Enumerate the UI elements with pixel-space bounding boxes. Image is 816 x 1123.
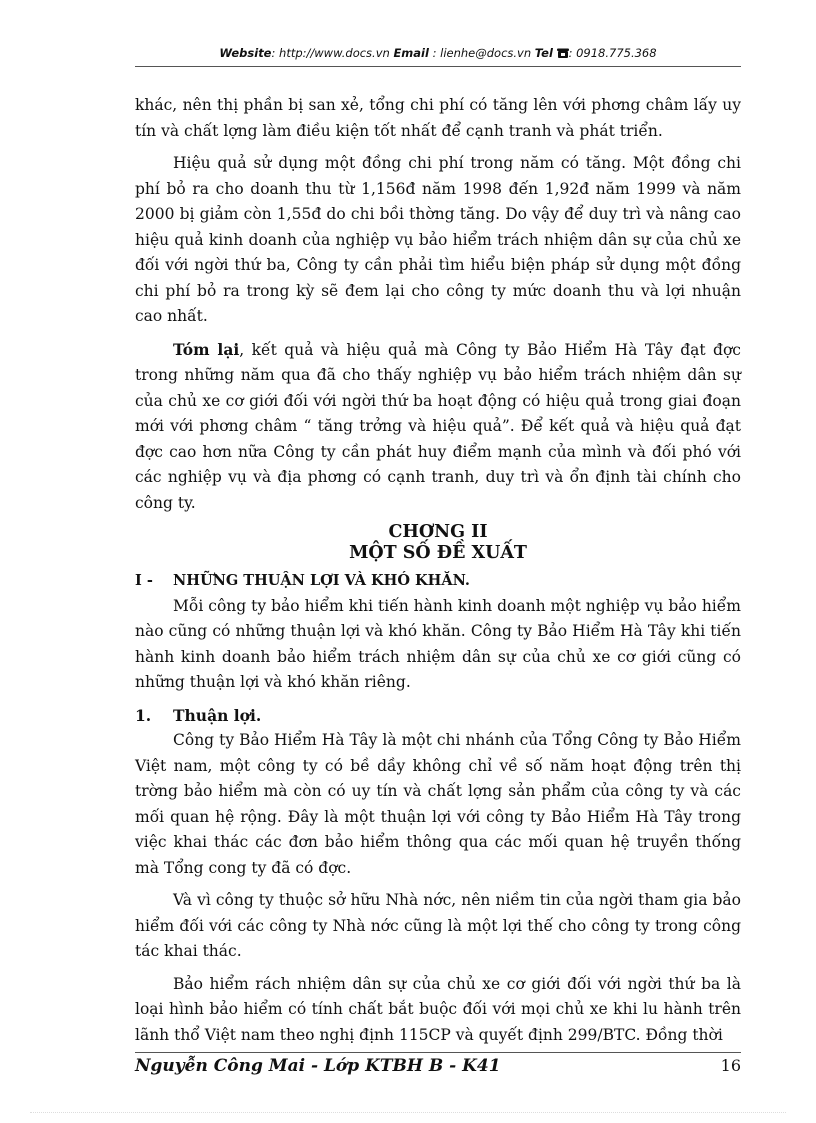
tel-value: : 0918.775.368 — [568, 46, 657, 60]
paragraph-2: Hiệu quả sử dụng một đồng chi phí trong năm có tăng. Một đồng chi phí bỏ ra cho doanh thu từ 1,156đ năm 1998 đến 1,92đ năm 1999 và năm 2000 bị giảm còn 1,55đ do chi bồi thờng tăng. Do vậy để duy trì và nâng cao hiệu quả kinh doanh của nghiệp vụ bảo hiểm trách nhiệm dân sự của chủ xe đối với ngời thứ ba, Công ty cần phải tìm hiểu biện pháp sử dụng một đồng chi phí bỏ ra trong kỳ sẽ đem lại cho công ty mức doanh thu và lợi nhuận cao nhất. — [135, 154, 741, 325]
summary-text: , kết quả và hiệu quả mà Công ty Bảo Hiểm Hà Tây đạt đợc trong những năm qua đã cho thấy nghiệp vụ bảo hiểm trách nhiệm dân sự của chủ xe cơ giới đối với ngời thứ ba hoạt động có hiệu quả trong giai đoạn mới với phơng châm “ tăng trởng và hiệu quả”. Để kết quả và hiệu quả đạt đợc cao hơn nữa Công ty cần phát huy điểm mạnh của mình và đối phó với các nghiệp vụ và địa phơng có cạnh tranh, duy trì và ổn định tài chính cho công ty. — [135, 340, 741, 512]
section-title: NHỮNG THUẬN LỢI VÀ KHÓ KHĂN. — [173, 572, 470, 589]
footer-divider — [135, 1052, 741, 1053]
chapter-number: CHƠNG II — [388, 522, 488, 542]
email-label: Email — [393, 46, 429, 60]
paragraph-6: Và vì công ty thuộc sở hữu Nhà nớc, nên niềm tin của ngời tham gia bảo hiểm đối với các công ty Nhà nớc cũng là một lợi thế cho công ty trong công tác khai thác. — [135, 891, 741, 960]
section-heading — [135, 568, 741, 594]
paragraph-5: Công ty Bảo Hiểm Hà Tây là một chi nhánh của Tổng Công ty Bảo Hiểm Việt nam, một công ty có bề dầy không chỉ về số năm hoạt động trên thị trờng bảo hiểm mà còn có uy tín và chất lợng sản phẩm của công ty và các mối quan hệ rộng. Đây là một thuận lợi với công ty Bảo Hiểm Hà Tây trong việc khai thác các đơn bảo hiểm thông qua các mối quan hệ truyền thống mà Tổng cong ty đã có đợc. — [135, 731, 741, 877]
paragraph-1: khác, nên thị phần bị san xẻ, tổng chi phí có tăng lên với phơng châm lấy uy tín và chất lợng làm điều kiện tốt nhất để cạnh tranh và phát triển. — [135, 96, 741, 140]
subsection-heading — [135, 703, 741, 729]
footer-author: Nguyễn Công Mai - Lớp KTBH B - K41 — [135, 1056, 501, 1076]
subsection-number: 1. — [135, 705, 152, 725]
page-header — [135, 46, 741, 60]
website-value: : http://www.docs.vn — [271, 46, 394, 60]
subsection-title: Thuận lợi. — [173, 705, 262, 725]
website-label: Website — [219, 46, 272, 60]
telephone-icon — [557, 48, 569, 58]
tel-label: Tel — [534, 46, 553, 60]
page-edge-line — [30, 1112, 786, 1113]
paragraph-4: Mỗi công ty bảo hiểm khi tiến hành kinh doanh một nghiệp vụ bảo hiểm nào cũng có những thuận lợi và khó khăn. Công ty Bảo Hiểm Hà Tây khi tiến hành kinh doanh bảo hiểm trách nhiệm dân sự của chủ xe cơ giới cũng có những thuận lợi và khó khăn riêng. — [135, 596, 741, 691]
page-number: 16 — [720, 1056, 741, 1075]
document-body — [135, 93, 741, 1048]
email-value: : lienhe@docs.vn — [428, 46, 535, 60]
paragraph-7: Bảo hiểm rách nhiệm dân sự của chủ xe cơ giới đối với ngời thứ ba là loại hình bảo hiểm có tính chất bắt buộc đối với mọi chủ xe khi lu hành trên lãnh thổ Việt nam theo nghị định 115CP và quyết định 299/BTC. Đồng thời — [135, 974, 741, 1044]
section-number: I - — [135, 572, 153, 589]
summary-lead: Tóm lại — [173, 339, 240, 359]
header-divider — [135, 66, 741, 67]
paragraph-3 — [135, 337, 741, 517]
chapter-title: MỘT SỐ ĐỀ XUẤT — [349, 543, 527, 563]
chapter-heading — [135, 522, 741, 564]
